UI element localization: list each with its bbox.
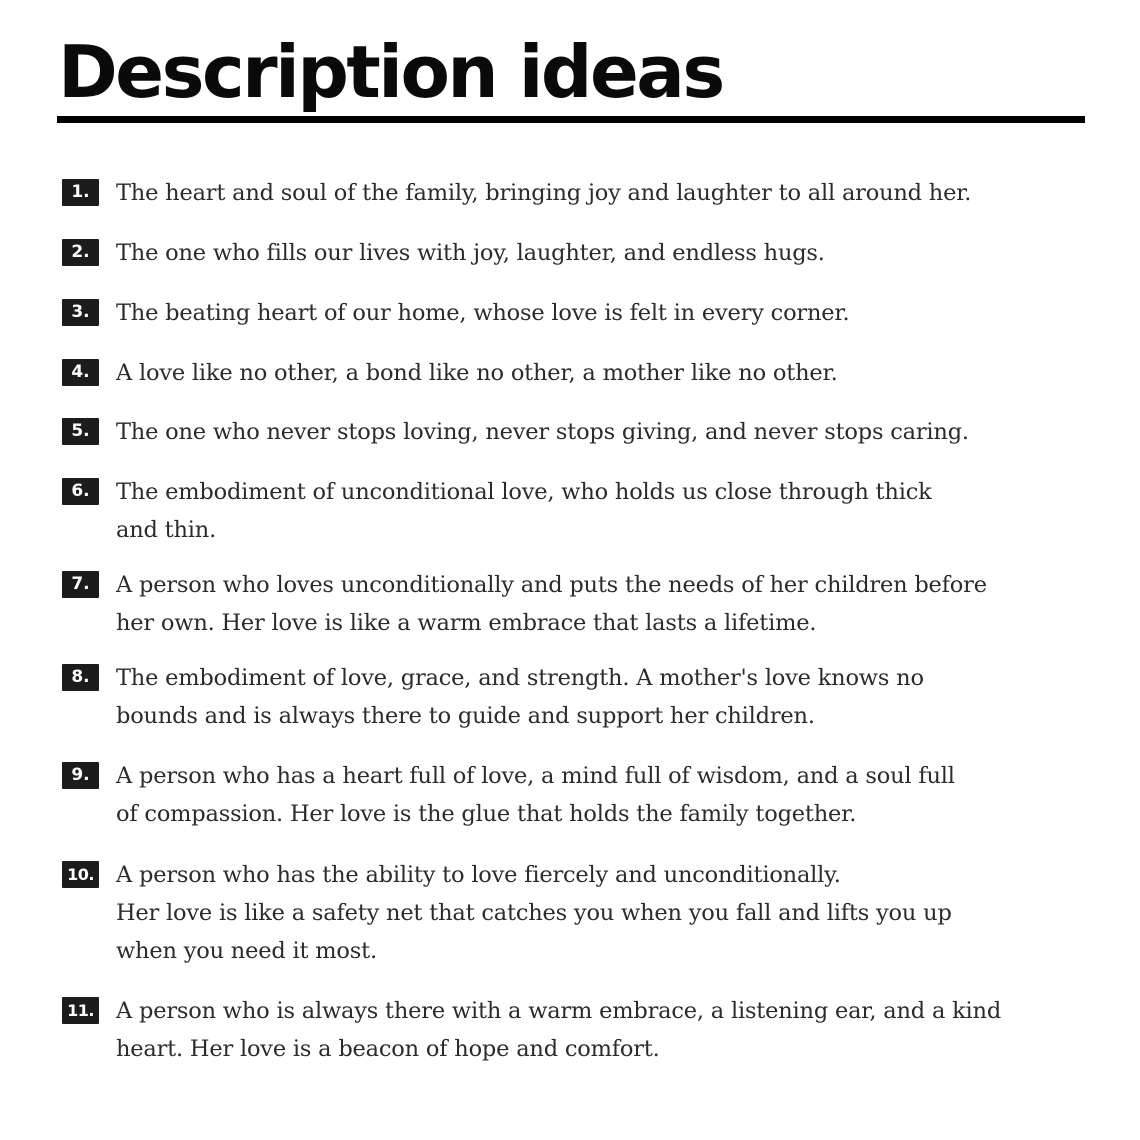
item-number-badge: 9. [62,762,99,789]
item-text [116,294,1076,332]
title-underline [57,116,1085,123]
item-text [116,174,1076,212]
page-title: Description ideas [58,30,723,114]
item-text-line: A person who has the ability to love fiercely and unconditionally. [116,862,841,888]
item-text [116,566,1076,642]
item-text-line: when you need it most. [116,938,377,964]
item-text-line: her own. Her love is like a warm embrace that lasts a lifetime. [116,610,817,636]
item-text [116,856,1076,970]
item-text [116,659,1076,735]
item-number-badge: 5. [62,418,99,445]
item-text-line: Her love is like a safety net that catches you when you fall and lifts you up [116,900,952,926]
item-text-line: The heart and soul of the family, bringing joy and laughter to all around her. [116,180,972,206]
item-text [116,757,1076,833]
item-text-line: of compassion. Her love is the glue that holds the family together. [116,801,857,827]
item-text-line: and thin. [116,517,217,543]
item-number-badge: 3. [62,299,99,326]
item-text-line: The embodiment of love, grace, and strength. A mother's love knows no [116,665,924,691]
item-number-badge: 10. [62,861,99,888]
item-number-badge: 6. [62,478,99,505]
item-text-line: The one who fills our lives with joy, laughter, and endless hugs. [116,240,825,266]
item-text-line: heart. Her love is a beacon of hope and comfort. [116,1036,660,1062]
item-text [116,354,1076,392]
item-number-badge: 7. [62,571,99,598]
item-number-badge: 2. [62,239,99,266]
item-number-badge: 11. [62,997,99,1024]
item-text [116,413,1076,451]
item-text-line: The embodiment of unconditional love, who holds us close through thick [116,479,932,505]
item-number-badge: 4. [62,359,99,386]
item-text-line: The one who never stops loving, never stops giving, and never stops caring. [116,419,969,445]
item-text-line: A love like no other, a bond like no other, a mother like no other. [116,360,838,386]
item-text-line: bounds and is always there to guide and support her children. [116,703,815,729]
item-number-badge: 8. [62,664,99,691]
item-text-line: A person who is always there with a warm embrace, a listening ear, and a kind [116,998,1002,1024]
item-text [116,234,1076,272]
item-text-line: A person who has a heart full of love, a mind full of wisdom, and a soul full [116,763,955,789]
item-text [116,473,1076,549]
item-text [116,992,1076,1068]
item-number-badge: 1. [62,179,99,206]
item-text-line: A person who loves unconditionally and puts the needs of her children before [116,572,987,598]
item-text-line: The beating heart of our home, whose love is felt in every corner. [116,300,850,326]
